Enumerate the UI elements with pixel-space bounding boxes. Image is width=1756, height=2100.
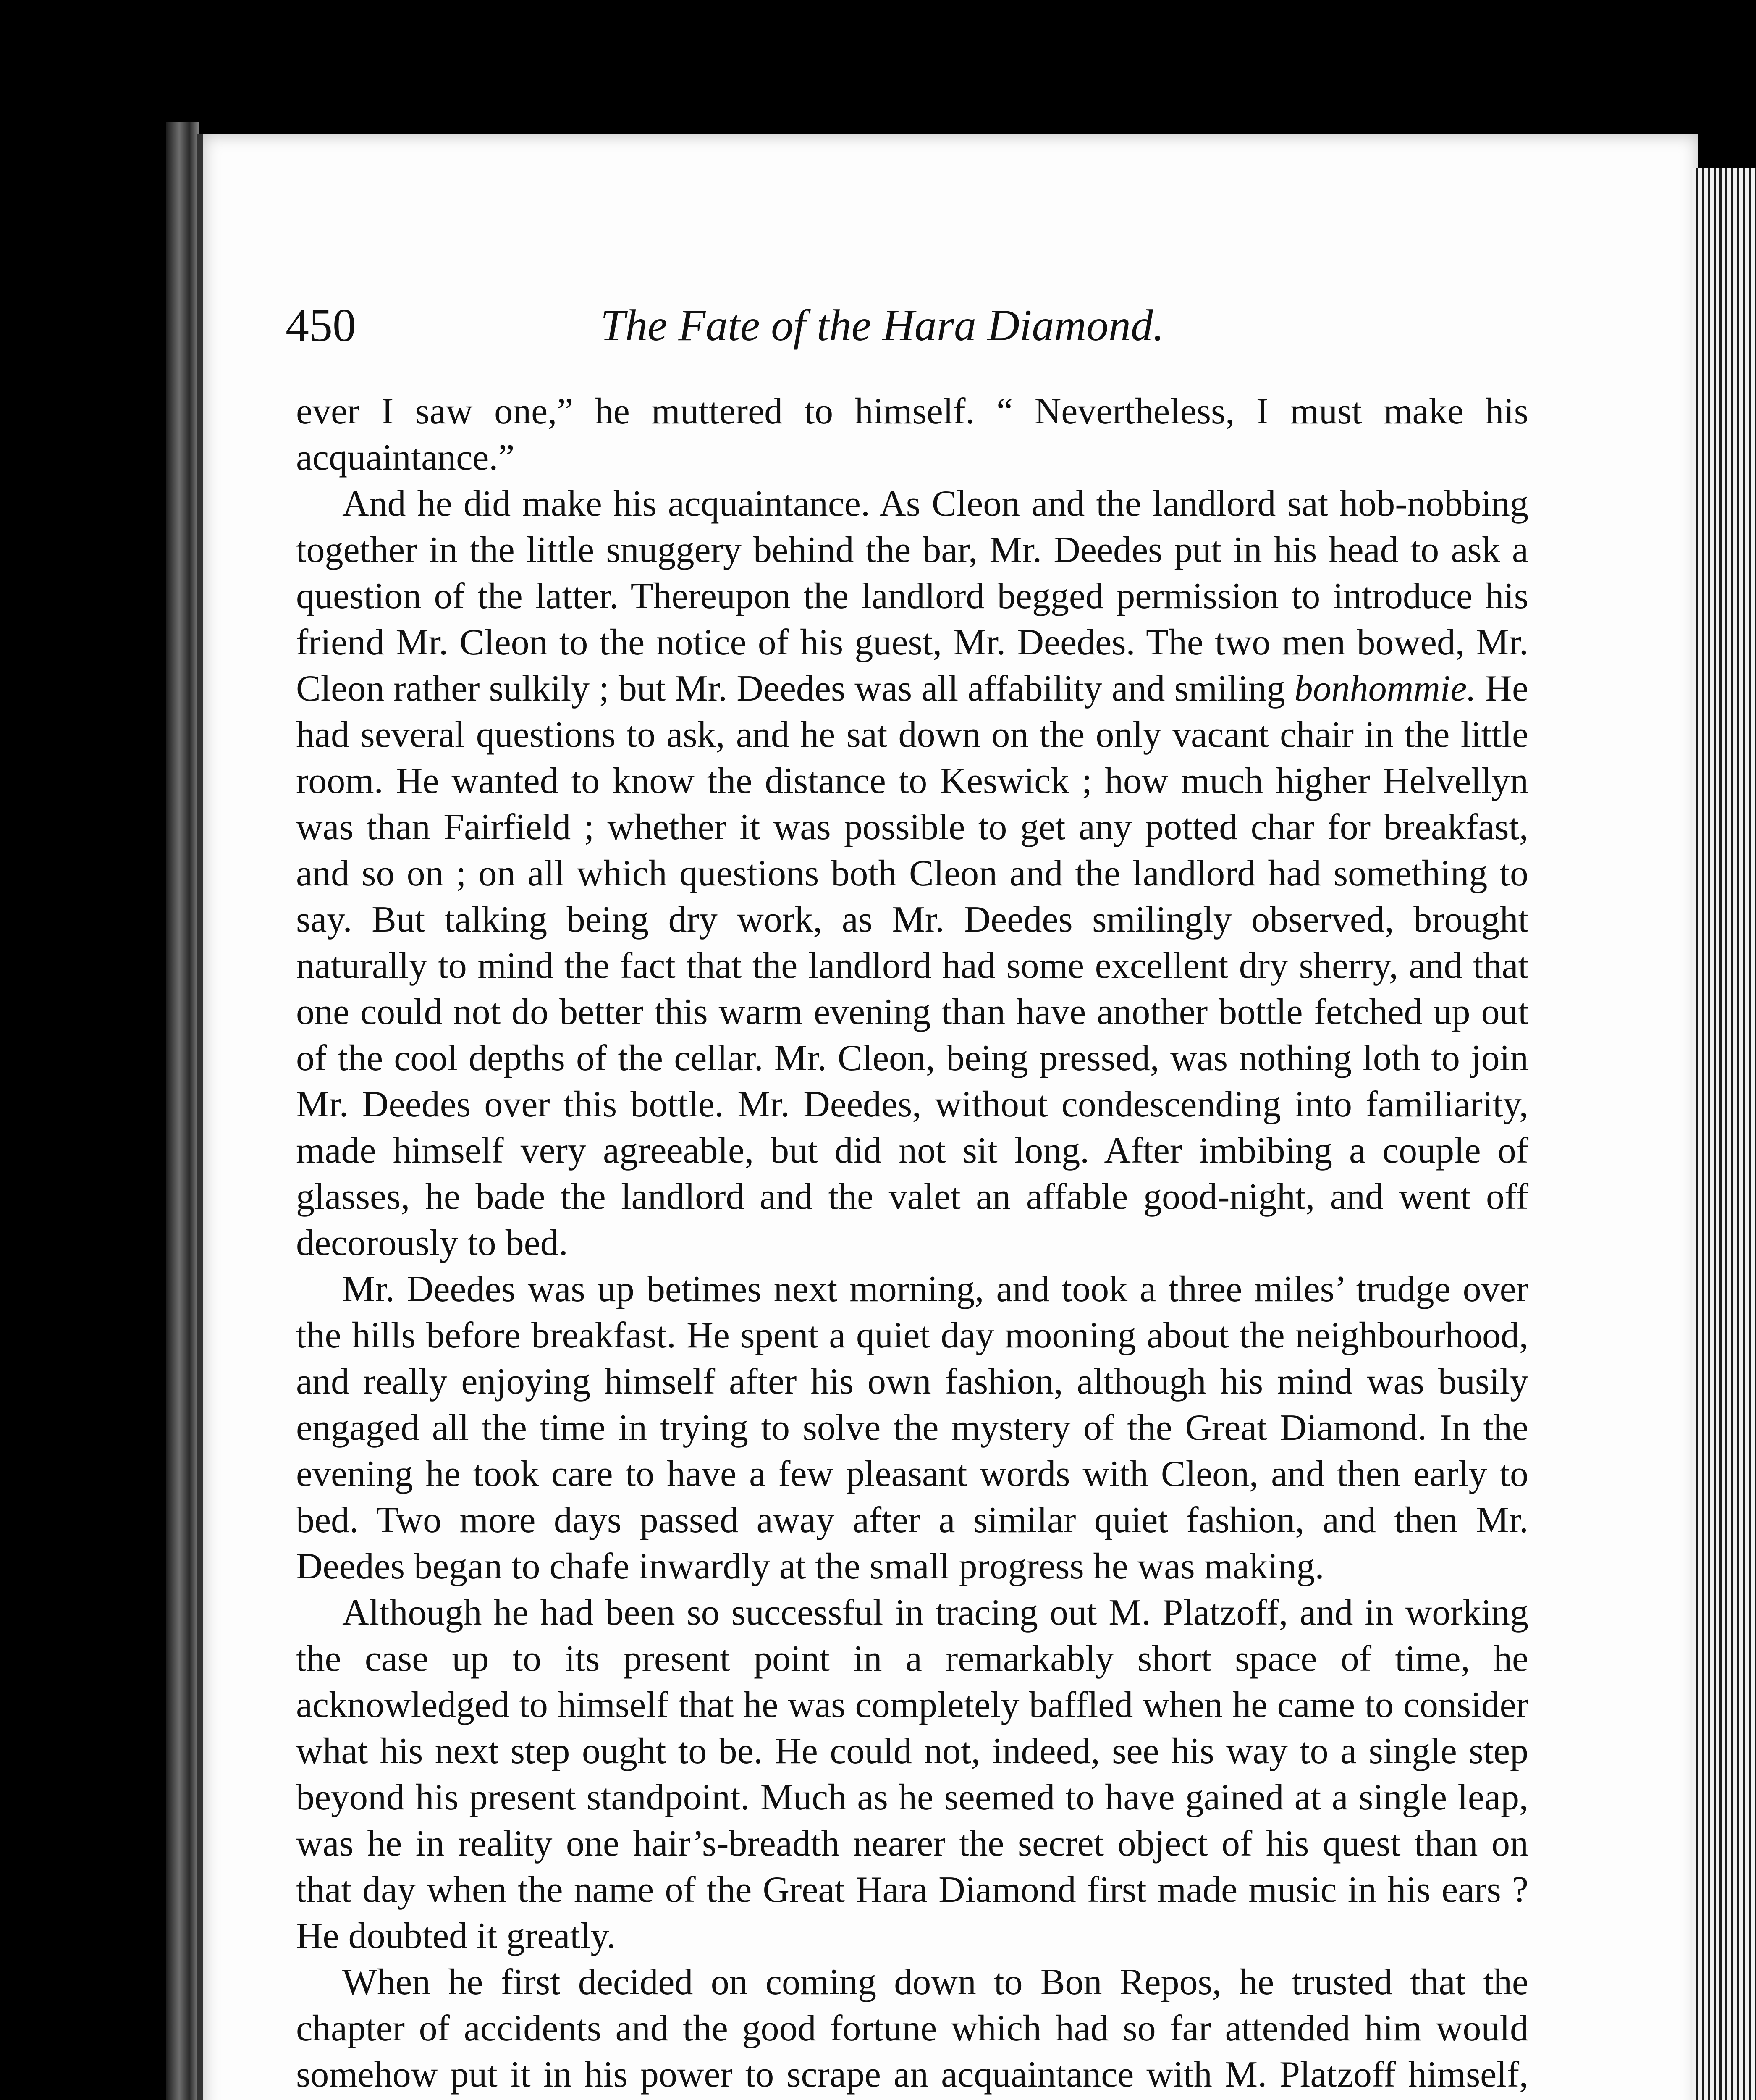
paragraph: Mr. Deedes was up betimes next morning, and took a three miles’ trudge over the hills before breakfast. He spent a quiet day mooning about the neighbourhood, and really enjoying himself after his own fashion, although his mind was busily engaged all the time in trying to solve the mystery of the Great Diamond. In the evening he took care to have a few pleasant words with Cleon, and then early to bed. Two more days passed away after a similar quiet fashion, and then Mr. Deedes began to chafe inwardly at the small progress he was making. [296,1269,1528,1587]
paragraph: Although he had been so successful in tracing out M. Platzoff, and in working the case up to its present point in a remarkably short space of time, he acknowledged to himself that he was completely baffled when he came to consider what his next step ought to be. He could not, indeed, see his way to a single step beyond his present standpoint. Much as he seemed to have gained at a single leap, was he in reality one hair’s-breadth nearer the secret object of his quest than on that day when the name of the Great Hara Diamond first made music in his ears ? He doubted it greatly. [296,1592,1528,1956]
paragraph: ever I saw one,” he muttered to himself. “ Nevertheless, I must make his acquaintance.” [296,391,1528,478]
page-number: 450 [286,299,356,352]
paragraph-text: He had several questions to ask, and he sat down on the only vacant chair in the little room. He wanted to know the distance to Keswick ; how much higher Helvellyn was than Fairfield ; whether it was possible to get any potted char for breakfast, and so on ; on all which questions both Cleon and the landlord had something to say. But talking being dry work, as Mr. Deedes smilingly observed, brought naturally to mind the fact that the landlord had some excellent dry sherry, and that one could not do better this warm evening than have another bottle fetched up out of the cool depths of the cellar. Mr. Cleon, being pressed, was nothing loth to join Mr. Deedes over this bottle. Mr. Deedes, without condescending into familiarity, made himself very agreeable, but did not sit long. After imbibing a couple of glasses, he bade the landlord and the valet an affable good-night, and went off decorously to bed. [296,668,1528,1263]
italic-word: bonhommie. [1294,668,1476,709]
paragraph [296,481,1528,1266]
body-text [296,388,1528,2100]
page-edges [1692,168,1756,2100]
running-title: The Fate of the Hara Diamond. [600,301,1164,350]
page-header [286,290,1562,361]
paragraph-text: And he did make his acquaintance. As Cleon and the landlord sat hob-nobbing together in the little snuggery behind the bar, Mr. Deedes put in his head to ask a question of the latter. Thereupon the landlord begged permission to introduce his friend Mr. Cleon to the notice of his guest, Mr. Deedes. The two men bowed, Mr. Cleon rather sulkily ; but Mr. Deedes was all affability and smiling [296,483,1528,709]
paragraph: When he first decided on coming down to Bon Repos, he trusted that the chapter of accidents and the good fortune which had so far attended him would somehow put it in his power to scrape an acquaintance with M. Platzoff himself, [296,1962,1528,2095]
book-binding [166,122,199,2100]
